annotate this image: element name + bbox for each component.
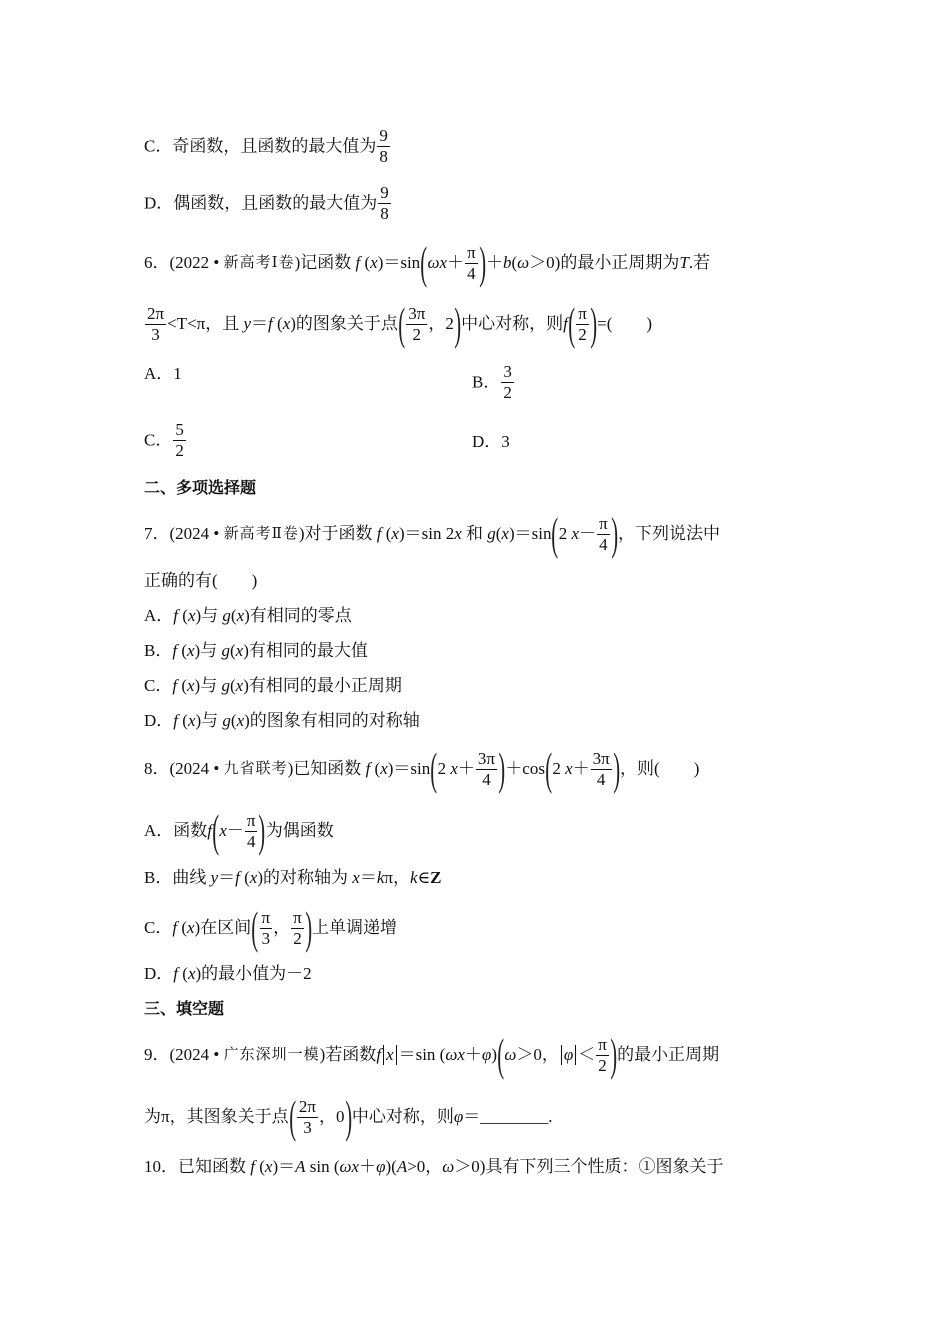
- q8-option-a: A．函数f(x－ $\frac{\pi}{4}$ )为偶函数: [144, 805, 334, 856]
- q7-stem-line2: 正确的有( ): [144, 571, 258, 590]
- q6-option-d: D．3: [472, 432, 510, 452]
- q6-stem-line2: $\frac{2\pi}{3}$ <T<π，且 y＝f (x)的图象关于点( $\frac{3\pi}{2}$ ，2)中心对称，则f( $\frac{\pi}{2}$ )=( ): [147, 298, 653, 349]
- q6-stem-line1: 6．(2022 • 新高考Ⅰ卷)记函数 f (x)＝sin(ωx＋ $\frac{\pi}{4}$ )＋b(ω＞0)的最小正周期为T.若: [144, 237, 711, 288]
- q8-option-b: B．曲线 y＝f (x)的对称轴为 x＝kπ，k∈Z: [144, 868, 442, 887]
- q5-option-c: C．奇函数，且函数的最大值为 $\frac{9}{8}$: [144, 126, 388, 166]
- q7-option-d: D．f (x)与 g(x)的图象有相同的对称轴: [144, 711, 420, 730]
- section-multiple-choice: 二、多项选择题: [144, 478, 257, 497]
- q9-stem-line1: 9．(2024 • 广东深圳一模)若函数f x ＝sin (ωx＋φ)(ω＞0， φ ＜ $\frac{\pi}{2}$ )的最小正周期: [144, 1029, 720, 1080]
- q6-option-b: B． $\frac{3}{2}$: [472, 362, 512, 402]
- q8-option-d: D．f (x)的最小值为－2: [144, 964, 312, 983]
- q9-stem-line2: 为π，其图象关于点( $\frac{2\pi}{3}$ ，0)中心对称，则φ＝________.: [144, 1091, 553, 1142]
- q5-option-d: D．偶函数，且函数的最大值为 $\frac{9}{8}$: [144, 183, 389, 223]
- q8-stem: 8．(2024 • 九省联考)已知函数 f (x)＝sin(2 x＋ $\frac{3\pi}{4}$ )＋cos(2 x＋ $\frac{3\pi}{4}$ )，则( ): [144, 743, 700, 794]
- q8-option-c: C．f (x)在区间( $\frac{\pi}{3}$ ， $\frac{\pi}{2}$ )上单调递增: [144, 902, 398, 953]
- q10-stem: 10．已知函数 f (x)＝A sin (ωx＋φ)(A>0，ω＞0)具有下列三个性质：①图象关于: [144, 1157, 724, 1176]
- q7-option-c: C．f (x)与 g(x)有相同的最小正周期: [144, 676, 402, 695]
- q7-option-a: A．f (x)与 g(x)有相同的零点: [144, 606, 352, 625]
- section-fill-in: 三、填空题: [144, 999, 225, 1018]
- q6-option-c: C． $\frac{5}{2}$: [144, 420, 184, 460]
- q7-stem-line1: 7．(2024 • 新高考Ⅱ卷)对于函数 f (x)＝sin 2x 和 g(x)＝sin(2 x－ $\frac{\pi}{4}$ )，下列说法中: [144, 508, 721, 559]
- q6-option-a: A．1: [144, 364, 182, 384]
- answer-blank: ________.: [480, 1107, 553, 1126]
- q7-option-b: B．f (x)与 g(x)有相同的最大值: [144, 641, 368, 660]
